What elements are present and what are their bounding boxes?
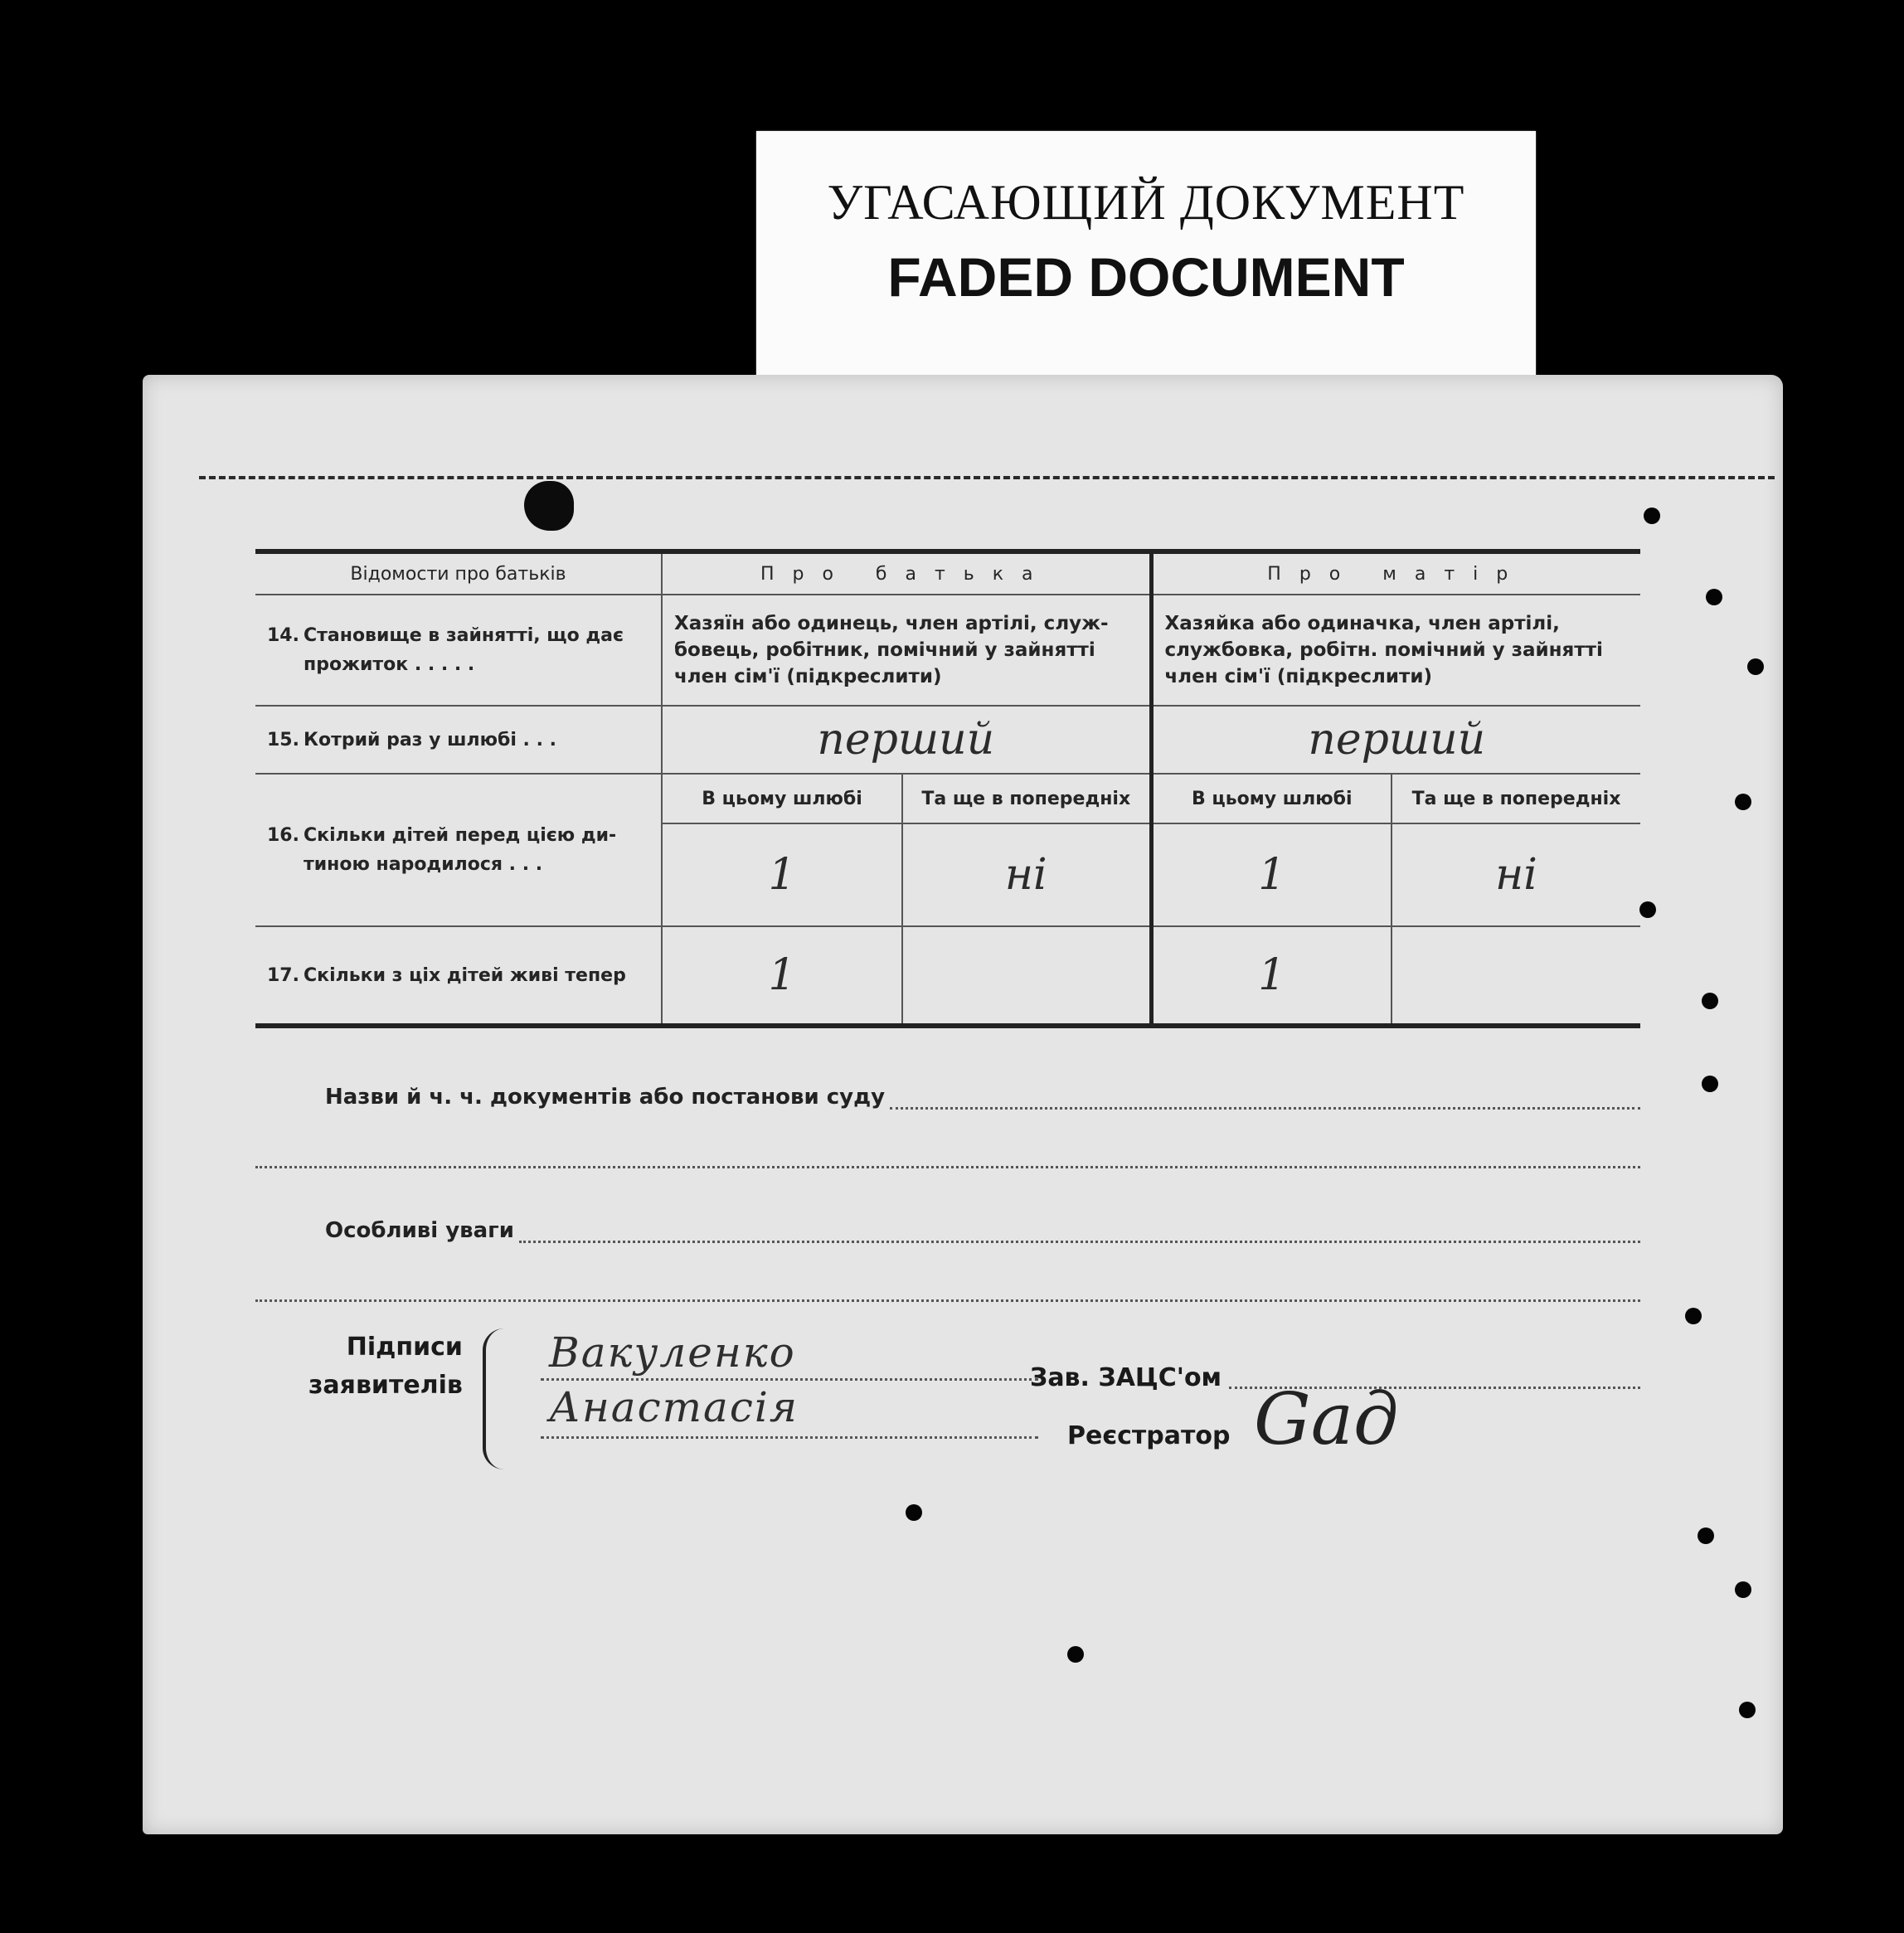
documents-label: Назви й ч. ч. документів або постанови суду xyxy=(325,1085,886,1110)
mother-children-previous: ні xyxy=(1392,823,1640,926)
marriage-count-label-cell xyxy=(255,706,662,774)
occupation-label-line2: прожиток . . . . . xyxy=(304,654,475,675)
documents-field xyxy=(890,1082,1640,1110)
damage-hole xyxy=(1639,901,1656,918)
children-born-label-line2: тиною народилося . . . xyxy=(304,854,543,875)
perforation-line xyxy=(199,476,1775,479)
faded-tag-russian: УГАСАЮЩИЙ ДОКУМЕНТ xyxy=(827,175,1465,230)
father-children-alive-this: 1 xyxy=(662,926,902,1026)
remarks-row xyxy=(255,1205,1640,1243)
parents-table xyxy=(255,549,1640,1028)
brace-mark xyxy=(483,1328,504,1469)
applicant-signature-2: Анастасія xyxy=(549,1383,799,1431)
table-subheader-row xyxy=(255,774,1640,823)
damage-hole xyxy=(1706,589,1722,605)
father-occupation-cell xyxy=(662,595,1151,706)
documents-extra-line xyxy=(255,1128,1640,1168)
damage-hole xyxy=(1702,1076,1718,1092)
mother-children-alive-this: 1 xyxy=(1151,926,1392,1026)
father-occupation-line1: Хазяїн або одинець, член артілі, служ- xyxy=(674,613,1109,634)
mother-children-alive-previous xyxy=(1392,926,1640,1026)
table-row-children-alive xyxy=(255,926,1640,1026)
damage-hole xyxy=(1067,1646,1084,1663)
subheader-father-this-marriage: В цьому шлюбі xyxy=(662,774,902,823)
children-alive-label: Скільки з ціх дітей живі тепер xyxy=(304,964,626,986)
registrar-signature: Gaд xyxy=(1254,1378,1399,1461)
registrar-label: Реєстратор xyxy=(1067,1421,1231,1450)
record-sheet xyxy=(143,375,1783,1834)
marriage-count-label: Котрий раз у шлюбі . . . xyxy=(304,729,556,750)
children-born-label-line1: Скільки дітей перед цією ди- xyxy=(304,825,617,846)
faded-tag-english: FADED DOCUMENT xyxy=(887,246,1405,308)
father-children-this-marriage: 1 xyxy=(662,823,902,926)
header-father: Про батька xyxy=(662,551,1151,595)
row-number: 15. xyxy=(267,729,299,750)
subheader-mother-this-marriage: В цьому шлюбі xyxy=(1151,774,1392,823)
applicants-label-line1: Підписи xyxy=(346,1333,463,1362)
damage-hole xyxy=(906,1504,922,1521)
mother-marriage-count: перший xyxy=(1151,706,1640,774)
parents-info-form xyxy=(255,549,1640,1028)
notes-section xyxy=(255,1071,1640,1302)
head-label: Зав. ЗАЦС'ом xyxy=(1030,1363,1222,1392)
children-born-label-cell xyxy=(255,774,662,926)
table-row-marriage-count xyxy=(255,706,1640,774)
mother-occupation-line1: Хазяйка або одиначка, член артілі, xyxy=(1164,613,1560,634)
mother-occupation-line3: член сім'ї (підкреслити) xyxy=(1164,666,1432,687)
occupation-label-line1: Становище в зайнятті, що дає xyxy=(304,625,624,646)
applicant-signature-line-1 xyxy=(541,1378,1038,1381)
mother-children-this-marriage: 1 xyxy=(1151,823,1392,926)
damage-hole xyxy=(1698,1527,1714,1544)
damage-hole xyxy=(1739,1702,1756,1718)
damage-hole xyxy=(1644,508,1660,524)
damage-hole xyxy=(1702,993,1718,1009)
applicant-signature-line-2 xyxy=(541,1436,1038,1439)
archive-faded-tag xyxy=(756,131,1536,388)
children-alive-label-cell xyxy=(255,926,662,1026)
row-number: 16. xyxy=(267,825,299,846)
father-marriage-count: перший xyxy=(662,706,1151,774)
father-occupation-line2: бовець, робітник, помічний у зайнятті xyxy=(674,639,1095,661)
subheader-mother-previous: Та ще в попередніх xyxy=(1392,774,1640,823)
mother-occupation-cell xyxy=(1151,595,1640,706)
header-mother: Про матір xyxy=(1151,551,1640,595)
subheader-father-previous: Та ще в попередніх xyxy=(902,774,1151,823)
remarks-extra-line xyxy=(255,1261,1640,1302)
occupation-label-cell xyxy=(255,595,662,706)
row-number: 14. xyxy=(267,625,299,646)
row-number: 17. xyxy=(267,964,299,986)
mother-occupation-line2: службовка, робітн. помічний у зайнятті xyxy=(1164,639,1603,661)
documents-row xyxy=(255,1071,1640,1110)
remarks-field xyxy=(519,1216,1640,1243)
father-occupation-line3: член сім'ї (підкреслити) xyxy=(674,666,942,687)
damage-hole xyxy=(1685,1308,1702,1324)
remarks-label: Особливі уваги xyxy=(325,1218,514,1243)
applicants-label-line2: заявителів xyxy=(308,1371,463,1400)
header-parents-info: Відомости про батьків xyxy=(255,551,662,595)
father-children-previous: ні xyxy=(902,823,1151,926)
damage-hole xyxy=(1735,1581,1751,1598)
ink-blot xyxy=(524,481,574,531)
applicants-label xyxy=(308,1328,463,1405)
table-header-row xyxy=(255,551,1640,595)
table-row-occupation xyxy=(255,595,1640,706)
applicant-signature-1: Вакуленко xyxy=(549,1328,796,1377)
damage-hole xyxy=(1747,658,1764,675)
father-children-alive-previous xyxy=(902,926,1151,1026)
damage-hole xyxy=(1735,794,1751,810)
